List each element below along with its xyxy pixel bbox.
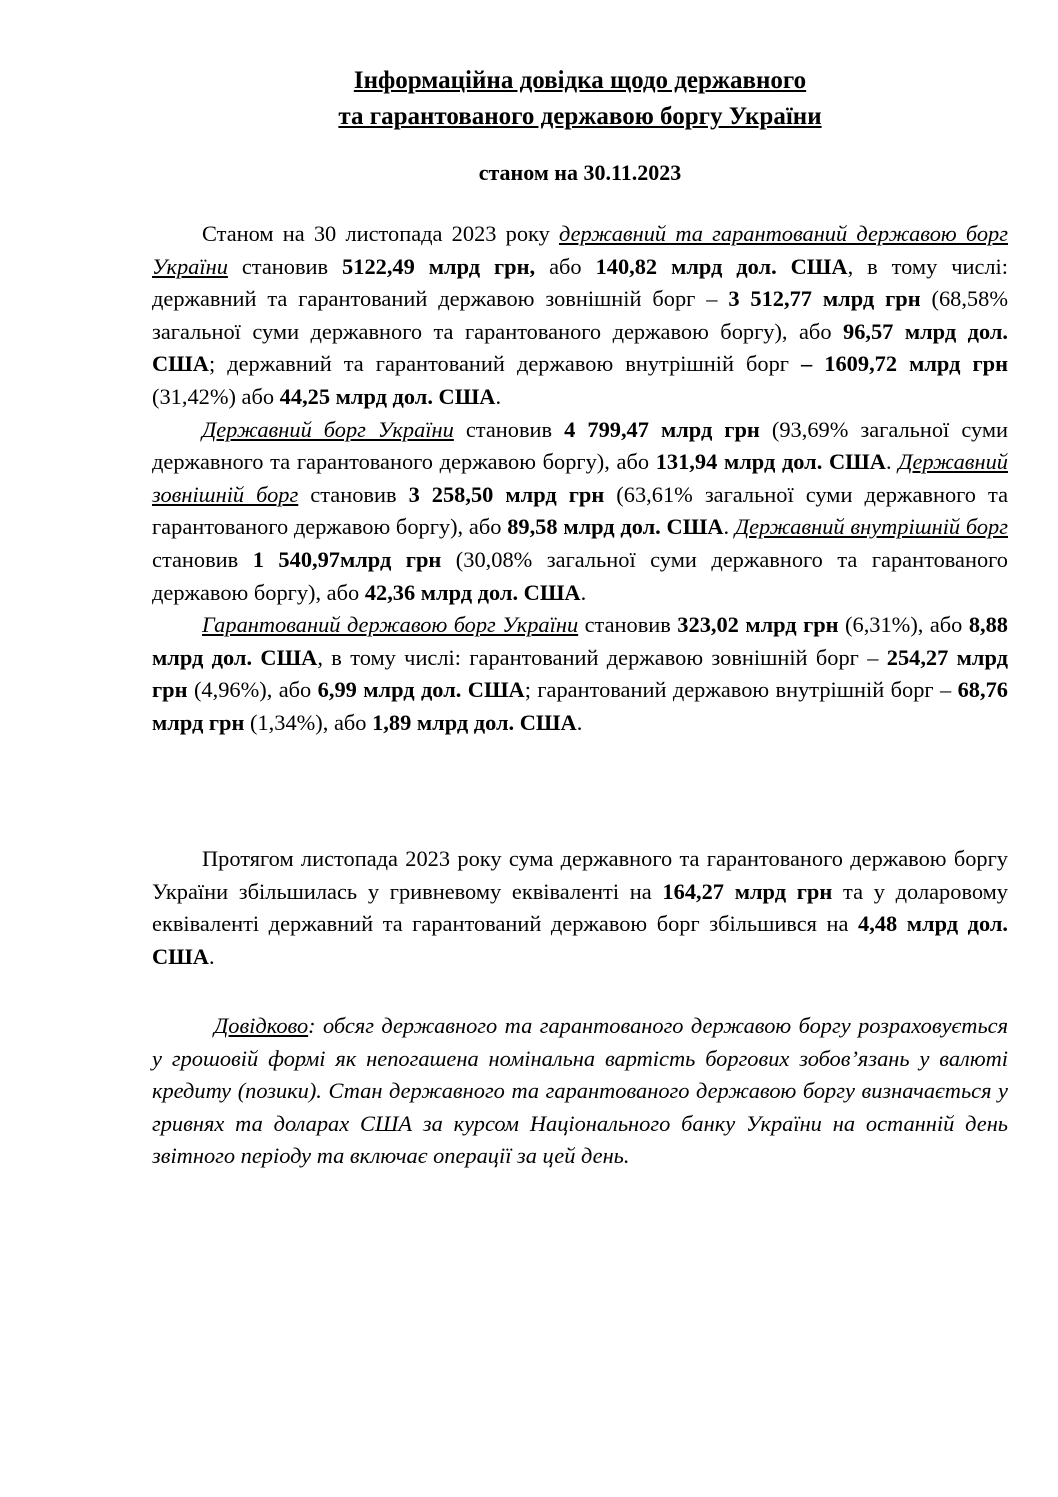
- text-span: (6,31%), або: [838, 612, 969, 638]
- underlined-term: Довідково: [214, 1013, 309, 1038]
- bold-value: 254,27 млрд грн: [152, 644, 1008, 703]
- text-span: (30,08% загальної суми державного та гарантованого державою боргу), або: [152, 546, 1008, 605]
- main-section: [152, 218, 1008, 740]
- text-span: становив: [453, 416, 565, 442]
- paragraph-state-debt: [152, 414, 1008, 610]
- bold-value: 1 540,97млрд грн: [252, 546, 442, 572]
- document-title-line-2: та гарантованого державою боргу України: [338, 103, 822, 130]
- text-span: .: [723, 514, 735, 540]
- bold-value: 44,25 млрд дол. США: [279, 383, 496, 409]
- bold-value: 6,99 млрд дол. США: [317, 677, 525, 703]
- underlined-term: державний та гарантований державою борг України: [152, 221, 1008, 279]
- text-span: (4,96%), або: [187, 677, 318, 703]
- text-span: .: [885, 449, 899, 475]
- text-span: та у доларовому еквіваленті державний та гарантований державою борг збільшився на: [152, 878, 1009, 937]
- bold-value: 323,02 млрд грн: [677, 612, 839, 638]
- text-span: становив: [578, 612, 678, 638]
- report-date: станом на 30.11.2023: [478, 160, 682, 185]
- underlined-term: Державний внутрішній борг: [734, 514, 1008, 540]
- bold-value: 5122,49 млрд грн,: [342, 253, 536, 279]
- bold-value: – 1609,72 млрд грн: [801, 351, 1008, 377]
- text-span: (1,34%), або: [244, 709, 373, 735]
- text-span: ; державний та гарантований державою внутрішній борг: [208, 351, 802, 377]
- text-span: або: [535, 253, 596, 279]
- text-span: (63,61% загальної суми державного та гарантованого державою боргу), або: [152, 481, 1009, 540]
- text-span: становив: [152, 546, 253, 572]
- paragraph-reference-note: [152, 1010, 1008, 1173]
- bold-value: 140,82 млрд дол. США: [595, 253, 848, 279]
- underlined-term: Державний зовнішній борг: [152, 449, 1008, 507]
- text-span: Протягом листопада 2023 року сума державного та гарантованого державою боргу України збільшилась у гривневому еквіваленті на: [152, 846, 1008, 904]
- paragraph-total-debt: [152, 218, 1008, 414]
- text-span: .: [580, 579, 587, 605]
- bold-value: 1,89 млрд дол. США: [372, 709, 577, 735]
- text-span: .: [495, 383, 502, 409]
- underlined-term: Гарантований державою борг України: [202, 612, 579, 638]
- text-span: , в тому числі: гарантований державою зовнішній борг –: [317, 644, 887, 670]
- bold-value: 68,76 млрд грн: [152, 677, 1008, 735]
- text-span: .: [576, 709, 583, 735]
- bold-value: 4,48 млрд дол. США: [152, 911, 1009, 969]
- text-span: Станом на 30 листопада 2023 року: [202, 221, 559, 246]
- bold-value: 96,57 млрд дол. США: [152, 318, 1009, 377]
- monthly-change-section: [152, 843, 1008, 973]
- bold-value: 3 512,77 млрд грн: [728, 286, 921, 312]
- bold-value: 131,94 млрд дол. США: [655, 449, 886, 475]
- bold-value: 3 258,50 млрд грн: [408, 481, 605, 507]
- bold-value: 8,88 млрд дол. США: [152, 612, 1008, 670]
- underlined-term: Державний борг України: [202, 416, 454, 442]
- bold-value: 164,27 млрд грн: [662, 878, 833, 904]
- text-span: : обсяг державного та гарантованого державою боргу розраховується у грошовій формі як непогашена номінальна вартість боргових зобов’язань у валюті кредиту (позики). Стан державного та гарантованого державою боргу визначається у гривнях та доларах США за курсом Національного банку України на останній день звітного періоду та включає операції за цей день.: [152, 1013, 1008, 1169]
- reference-note-section: [152, 1010, 1008, 1173]
- paragraph-monthly-change: [152, 843, 1008, 973]
- text-span: ; гарантований державою внутрішній борг –: [524, 677, 958, 703]
- text-span: (93,69% загальної суми державного та гарантованого державою боргу), або: [152, 416, 1009, 475]
- bold-value: 42,36 млрд дол. США: [364, 579, 581, 605]
- text-span: .: [208, 943, 215, 969]
- paragraph-guaranteed-debt: [152, 609, 1008, 739]
- text-span: , в тому числі: державний та гарантований державою зовнішній борг –: [152, 253, 1008, 312]
- text-span: (68,58% загальної суми державного та гарантованого державою боргу), або: [152, 286, 1008, 344]
- text-span: (31,42%) або: [152, 383, 280, 409]
- bold-value: 4 799,47 млрд грн: [564, 416, 760, 442]
- document-title-line-1: Інформаційна довідка щодо державного: [353, 67, 807, 94]
- text-span: становив: [227, 253, 343, 279]
- text-span: становив: [298, 481, 409, 507]
- bold-value: 89,58 млрд дол. США: [507, 514, 724, 540]
